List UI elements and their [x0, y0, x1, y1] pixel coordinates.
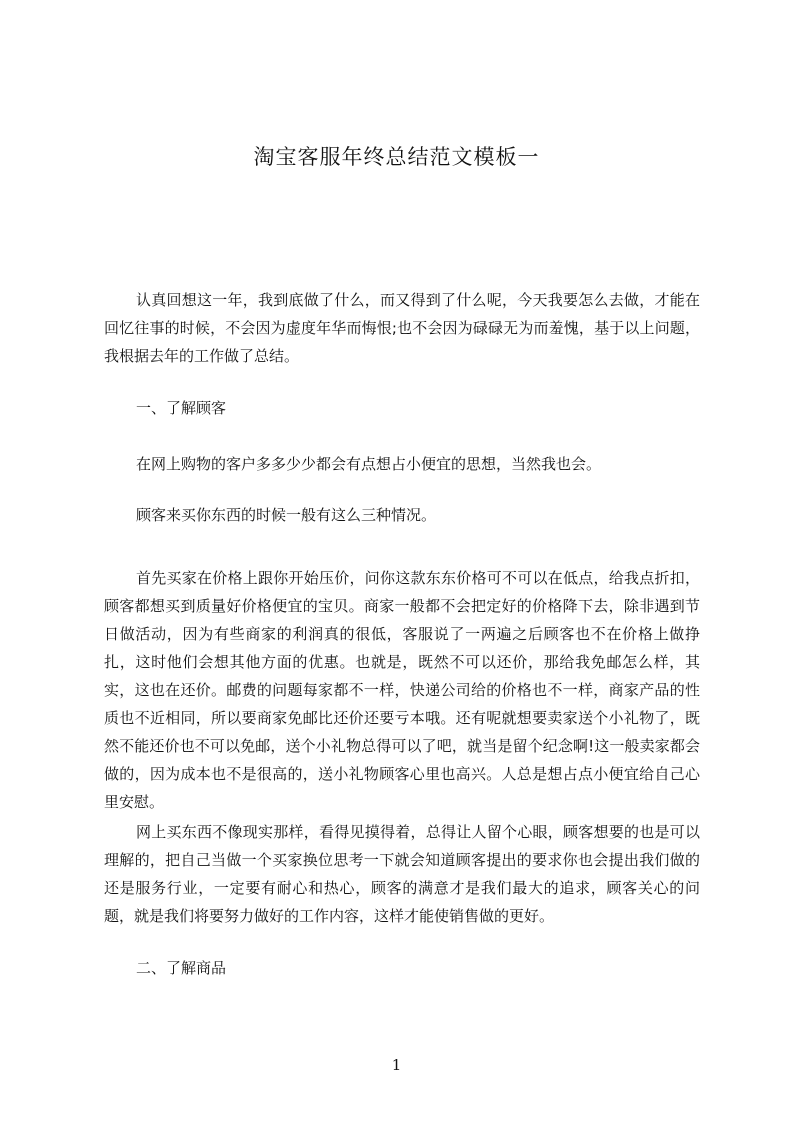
paragraph-price-bargaining: 首先买家在价格上跟你开始压价，问你这款东东价格可不可以在低点，给我点折扣，顾客都想买到质量好价格便宜的宝贝。商家一般都不会把定好的价格降下去，除非遇到节日做活动，因为有些商家的利润真的很低，客服说了一两遍之后顾客也不在价格上做挣扎，这时他们会想其他方面的优惠。也就是，既然不可以还价，那给我免邮怎么样，其实，这也在还价。邮费的问题每家都不一样，快递公司给的价格也不一样，商家产品的性质也不近相同，所以要商家免邮比还价还要亏本哦。还有呢就想要卖家送个小礼物了，既然不能还价也不可以免邮，送个小礼物总得可以了吧，就当是留个纪念啊!这一般卖家都会做的，因为成本也不是很高的，送小礼物顾客心里也高兴。人总是想占点小便宜给自己心里安慰。 — [104, 569, 700, 811]
page-number: 1 — [391, 1056, 402, 1074]
paragraph-three-situations: 顾客来买你东西的时候一般有这么三种情况。 — [136, 506, 437, 524]
section-heading-understand-customers: 一、了解顾客 — [136, 399, 227, 417]
paragraph-service-attitude: 网上买东西不像现实那样，看得见摸得着，总得让人留个心眼，顾客想要的也是可以理解的，把自己当做一个买家换位思考一下就会知道顾客提出的要求你也会提出我们做的还是服务行业，一定要有耐心和热心，顾客的满意才是我们最大的追求，顾客关心的问题，就是我们将要努力做好的工作内容，这样才能使销售做的更好。 — [104, 823, 700, 925]
paragraph-customer-mindset: 在网上购物的客户多多少少都会有点想占小便宜的思想，当然我也会。 — [136, 455, 602, 473]
section-heading-understand-products: 二、了解商品 — [136, 959, 227, 977]
document-title: 淘宝客服年终总结范文模板一 — [253, 145, 540, 169]
intro-paragraph: 认真回想这一年，我到底做了什么，而又得到了什么呢，今天我要怎么去做，才能在回忆往事的时候，不会因为虚度年华而悔恨;也不会因为碌碌无为而羞愧，基于以上问题，我根据去年的工作做了总结。 — [104, 291, 700, 365]
